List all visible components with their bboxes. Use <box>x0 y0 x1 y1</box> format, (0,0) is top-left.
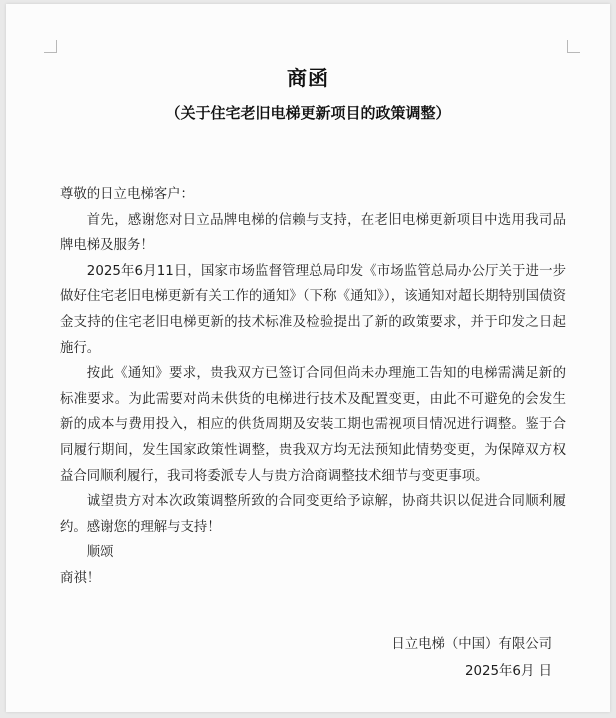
paragraph-thanks: 首先，感谢您对日立品牌电梯的信赖与支持，在老旧电梯更新项目中选用我司品牌电梯及服务！ <box>60 212 566 254</box>
crop-mark-top-left <box>44 40 57 53</box>
letter-page <box>6 4 610 712</box>
crop-mark-top-right <box>567 40 580 53</box>
closing-wish: 商祺！ <box>60 570 101 586</box>
signature-date: 2025年6月 日 <box>464 664 552 679</box>
paragraph-requirements: 按此《通知》要求，贵我双方已签订合同但尚未办理施工告知的电梯需满足新的标准要求。为此需要对尚未供货的电梯进行技术及配置变更，由此不可避免的会发生新的成本与费用投入，相应的供货周期及安装工期也需视项目情况进行调整。鉴于合同履行期间，发生国家政策性调整，贵我双方均无法预知此情势变更，为保障双方权益合同顺利履行，我司将委派专人与贵方洽商调整技术细节与变更事项。 <box>60 366 566 484</box>
signature-company: 日立电梯（中国）有限公司 <box>391 637 552 652</box>
salutation: 尊敬的日立电梯客户： <box>60 187 194 202</box>
letter-body <box>60 182 566 592</box>
paragraph-notice: 2025年6月11日，国家市场监督管理总局印发《市场监管总局办公厅关于进一步做好住宅老旧电梯更新有关工作的通知》（下称《通知》），该通知对超长期特别国债资金支持的住宅老旧电梯更新的技术标准及检验提出了新的政策要求，并于印发之日起施行。 <box>60 263 566 356</box>
paragraph-request: 诚望贵方对本次政策调整所致的合同变更给予谅解，协商共识以促进合同顺利履约。感谢您的理解与支持！ <box>60 494 566 535</box>
closing: 顺颂 <box>86 545 114 561</box>
letter-title: 商函 <box>287 66 329 90</box>
letter-subtitle: （关于住宅老旧电梯更新项目的政策调整） <box>165 104 451 122</box>
